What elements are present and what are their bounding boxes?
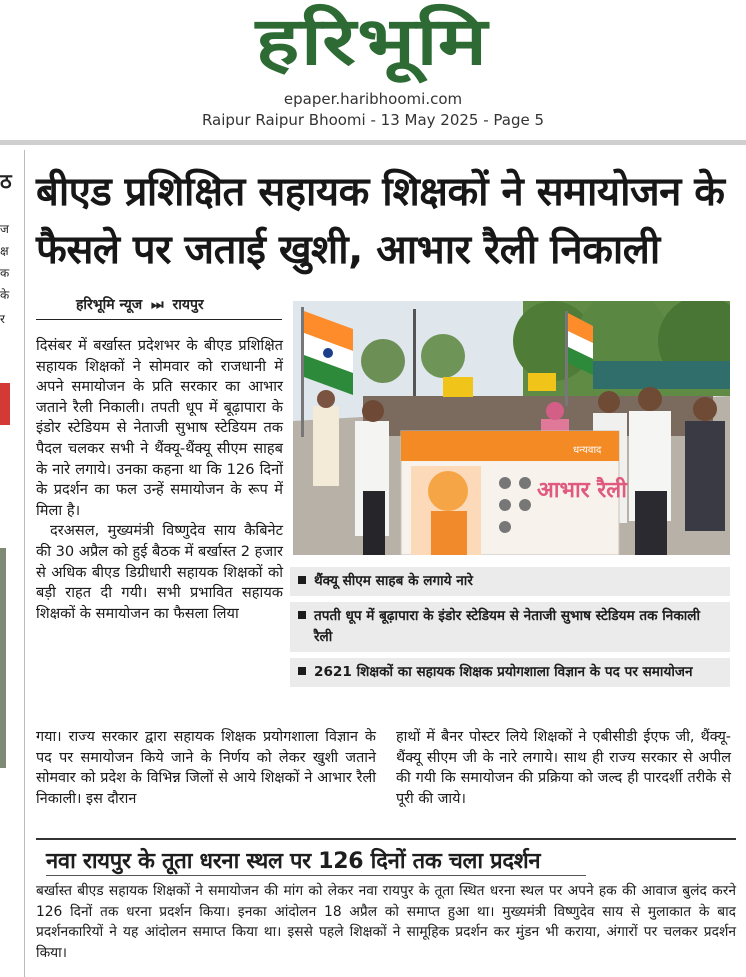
sub-story-headline: नवा रायपुर के तूता धरना स्थल पर 126 दिनों तक चला प्रदर्शन bbox=[46, 849, 541, 874]
byline-place: रायपुर bbox=[172, 297, 204, 313]
square-bullet-icon bbox=[298, 576, 306, 584]
highlight-item bbox=[290, 567, 730, 596]
byline bbox=[76, 295, 204, 314]
highlight-text: थैंक्यू सीएम साहब के लगाये नारे bbox=[314, 573, 473, 589]
fast-forward-icon: ⏭ bbox=[151, 297, 164, 313]
highlight-text: 2621 शिक्षकों का सहायक शिक्षक प्रयोगशाला विज्ञान के पद पर समायोजन bbox=[314, 664, 693, 680]
rally-photo[interactable] bbox=[293, 301, 730, 555]
article-headline: बीएड प्रशिक्षित सहायक शिक्षकों ने समायोजन के फैसले पर जताई खुशी, आभार रैली निकाली bbox=[36, 169, 725, 273]
fragment-text: ज bbox=[0, 222, 9, 236]
fragment-text: के bbox=[0, 288, 10, 302]
highlight-item bbox=[290, 602, 730, 652]
square-bullet-icon bbox=[298, 667, 306, 675]
newspaper-logo[interactable]: हरिभूमि bbox=[255, 3, 489, 80]
masthead bbox=[0, 0, 746, 138]
fragment-text: क्ष bbox=[0, 244, 9, 258]
highlight-item bbox=[290, 658, 730, 687]
article-body-wide-right bbox=[396, 727, 731, 809]
edition-line: Raipur Raipur Bhoomi - 13 May 2025 - Page 5 bbox=[201, 111, 545, 129]
column-rule bbox=[24, 150, 25, 977]
body-paragraph: हाथों में बैनर पोस्टर लिये शिक्षकों ने एबीसीडी ईएफ जी, थैंक्यू-थैंक्यू सीएम जी के नारे लगाये। साथ ही राज्य सरकार से अपील की गयी कि समायोजन की प्रक्रिया को जल्द ही पारदर्शी तरीके से पूरी की जाये। bbox=[396, 729, 731, 807]
banner-corner-text: धन्यवाद bbox=[573, 445, 602, 456]
fragment-text: क bbox=[0, 266, 10, 280]
site-url[interactable]: epaper.haribhoomi.com bbox=[283, 90, 463, 108]
adjacent-photo-edge bbox=[0, 548, 6, 768]
adjacent-column-fragment bbox=[0, 150, 26, 977]
sub-story-rule bbox=[46, 875, 586, 876]
byline-source: हरिभूमि न्यूज bbox=[76, 297, 143, 313]
body-paragraph: दिसंबर में बर्खास्त प्रदेशभर के बीएड प्रशिक्षित सहायक शिक्षकों ने सोमवार को राजधानी में अपने समायोजन के प्रति सरकार का आभार जताने रैली निकाली। तपती धूप में बूढ़ापारा के इंडोर स्टेडियम से नेताजी सुभाष स्टेडियम तक पैदल चलकर सभी ने थैंक्यू-थैंक्यू सीएम साहब के नारे लगाये। उनका कहना था कि 126 दिनों के प्रदर्शन का फल उन्हें समायोजन के रूप में मिला है। bbox=[36, 337, 283, 519]
body-paragraph: गया। राज्य सरकार द्वारा सहायक शिक्षक प्रयोगशाला विज्ञान के पद पर समायोजन किये जाने के निर्णय को लेकर खुशी जताने सोमवार को प्रदेश के विभिन्न जिलों से आये शिक्षकों ने आभार रैली निकाली। इस दौरान bbox=[36, 729, 376, 807]
body-paragraph: दरअसल, मुख्यमंत्री विष्णुदेव साय कैबिनेट की 30 अप्रैल को हुई बैठक में बर्खास्त 2 हजार से अधिक बीएड डिग्रीधारी सहायक शिक्षकों को बड़ी राहत दी गयी। सभी प्रभावित सहायक शिक्षकों के समायोजन का फैसला लिया bbox=[36, 522, 283, 622]
section-divider bbox=[36, 838, 736, 840]
red-marker bbox=[0, 383, 10, 425]
highlight-text: तपती धूप में बूढ़ापारा के इंडोर स्टेडियम से नेताजी सुभाष स्टेडियम तक निकाली रैली bbox=[314, 608, 701, 645]
fragment-text: र bbox=[0, 312, 5, 326]
banner-text: आभार रैली bbox=[537, 478, 627, 503]
fragment-text: ठ bbox=[0, 169, 12, 193]
article-body-column bbox=[36, 336, 283, 624]
byline-rule bbox=[36, 319, 282, 320]
highlight-list bbox=[290, 567, 730, 693]
article-body-wide-left bbox=[36, 727, 376, 809]
square-bullet-icon bbox=[298, 611, 306, 619]
sub-story-body bbox=[36, 881, 736, 963]
body-paragraph: बर्खास्त बीएड सहायक शिक्षकों ने समायोजन की मांग को लेकर नवा रायपुर के तूता स्थित धरना स्थल पर अपने हक की आवाज बुलंद करने 126 दिनों तक धरना प्रदर्शन किया। इनका आंदोलन 18 अप्रैल को समाप्त हुआ था। मुख्यमंत्री विष्णुदेव साय से मुलाकात के बाद प्रदर्शनकारियों ने यह आंदोलन समाप्त किया था। इससे पहले शिक्षकों ने सामूहिक प्रदर्शन कर मुंडन भी कराया, अंगारों पर चलकर प्रदर्शन किया। bbox=[36, 883, 736, 961]
masthead-divider bbox=[0, 140, 746, 145]
